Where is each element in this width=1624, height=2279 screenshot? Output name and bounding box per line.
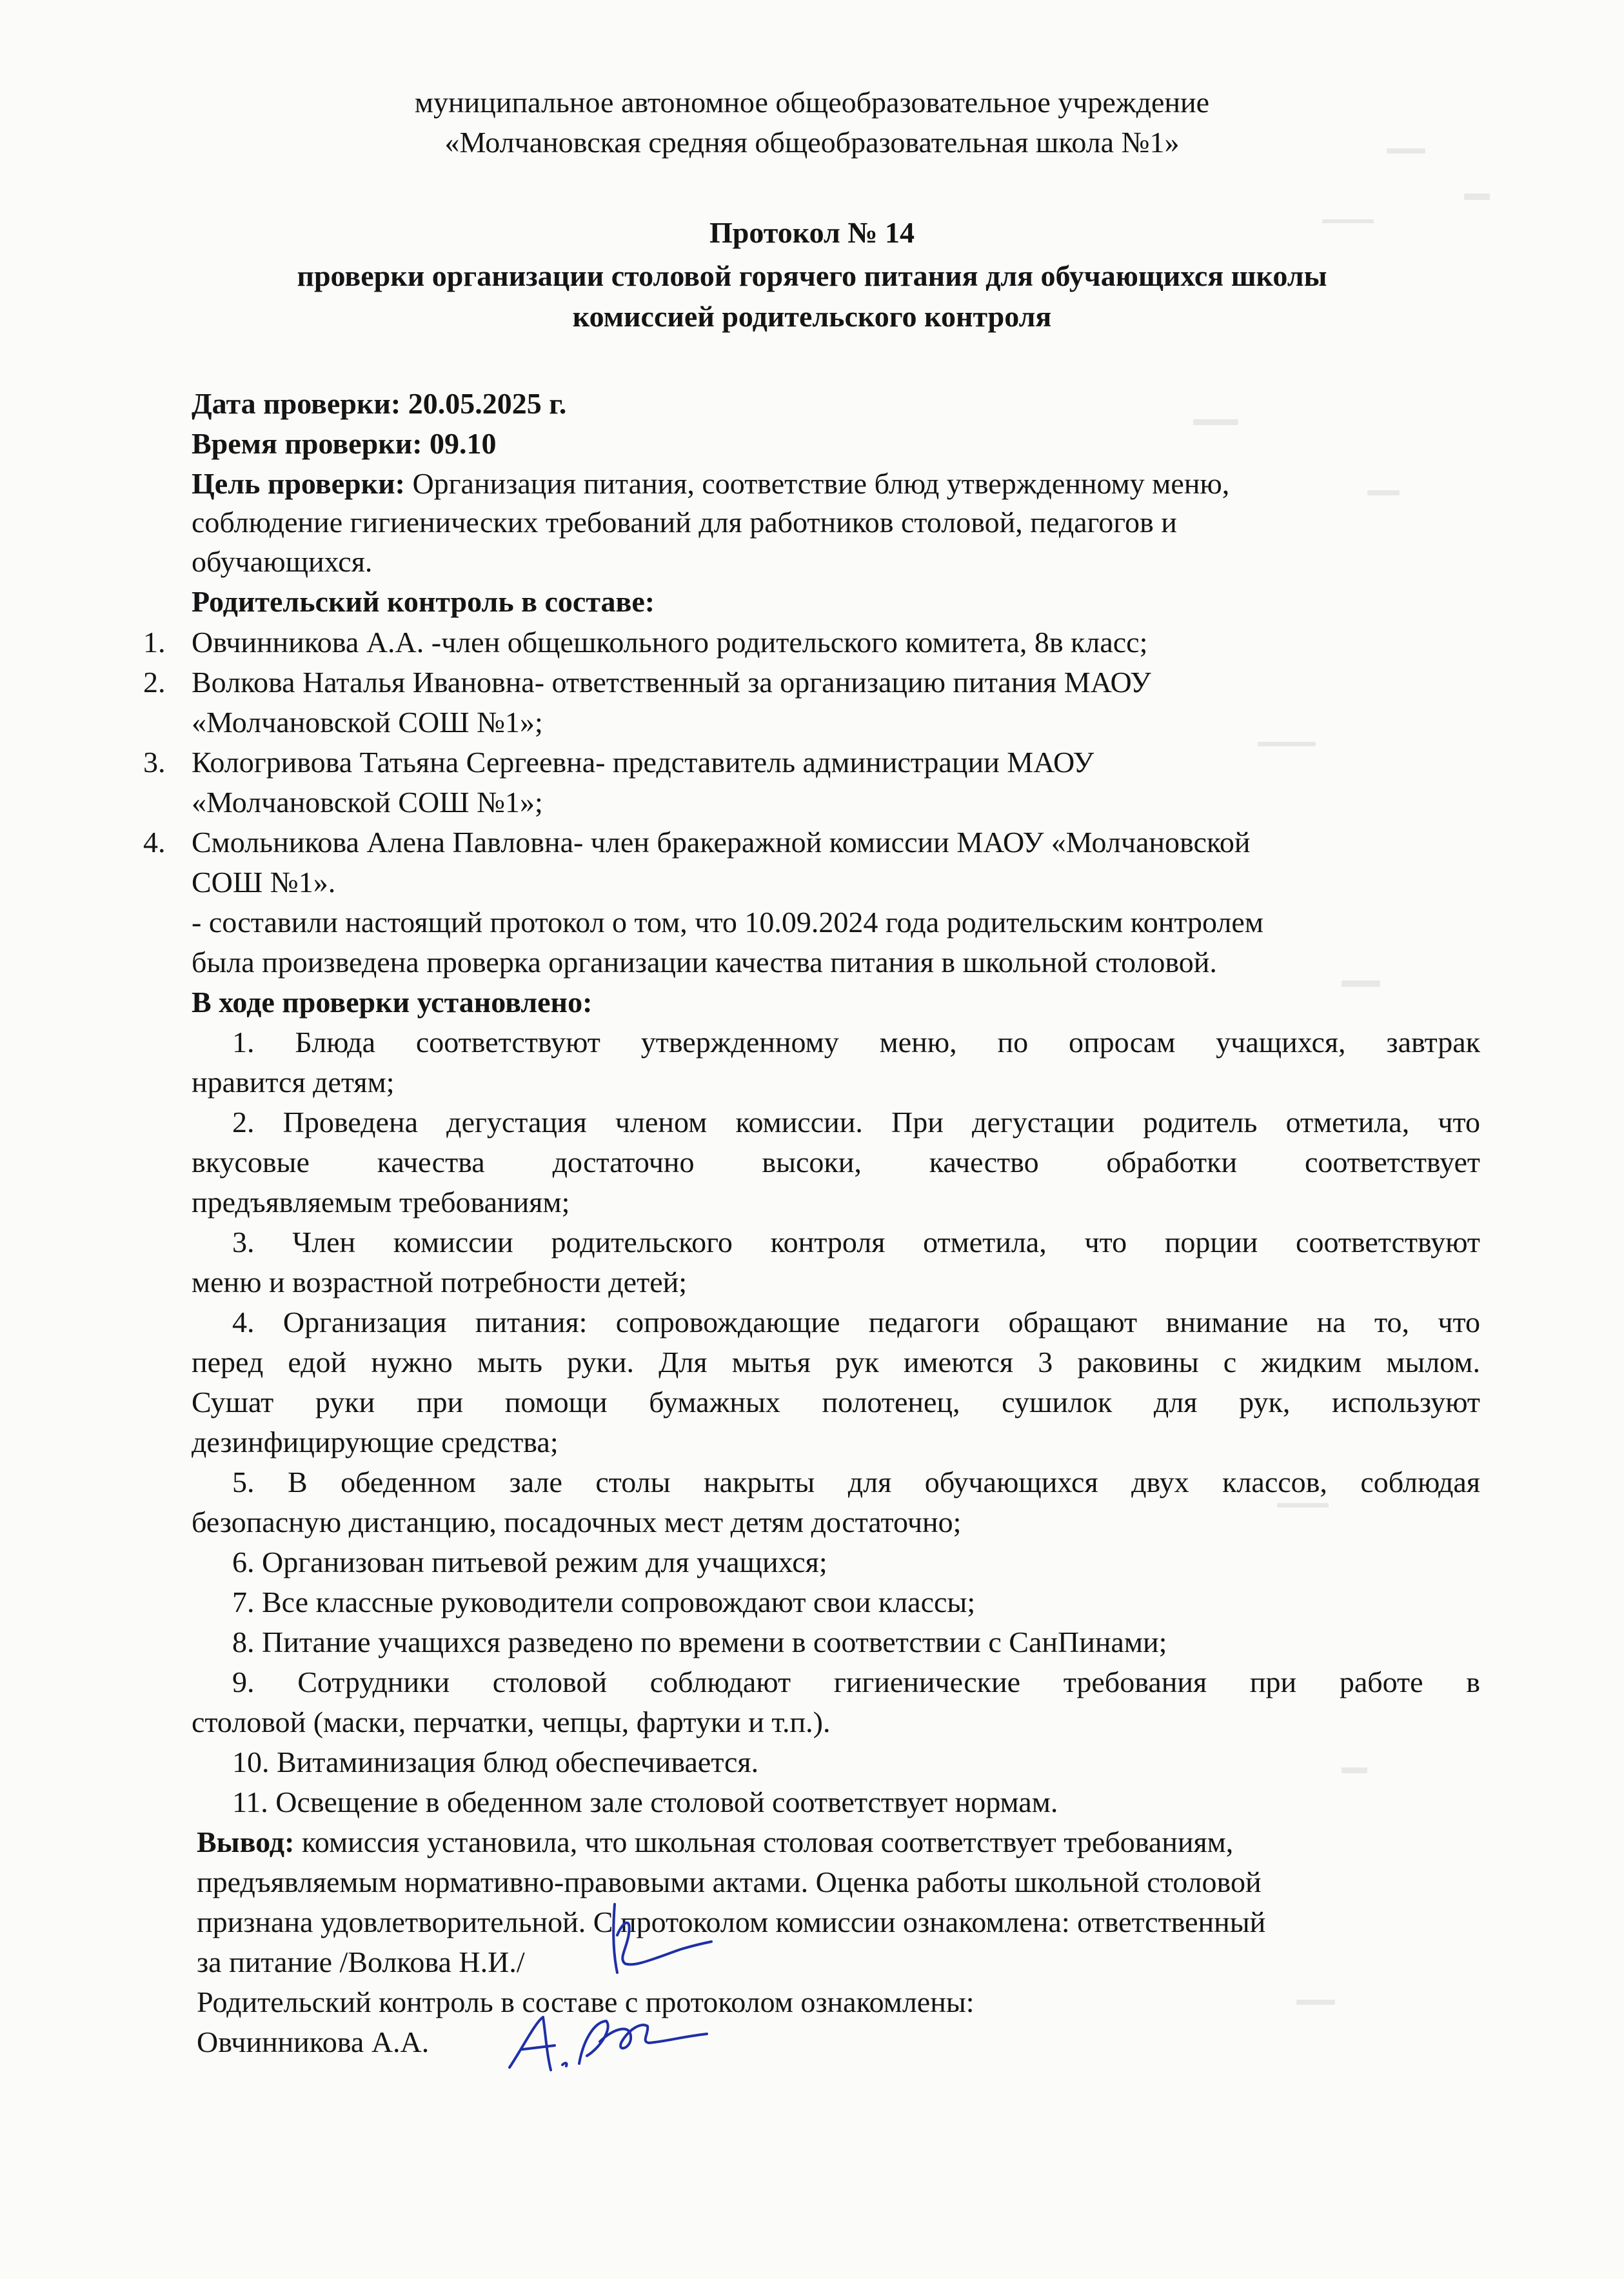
member-item-cont: «Молчановской СОШ №1»; xyxy=(192,786,543,819)
finding-item-cont: столовой (маски, перчатки, чепцы, фартуки и т.п.). xyxy=(192,1706,831,1738)
finding-item-cont: предъявляемым требованиям; xyxy=(192,1186,570,1219)
school-name: «Молчановская средняя общеобразовательная школа №1» xyxy=(444,126,1180,159)
org-name: муниципальное автономное общеобразовательное учреждение xyxy=(414,86,1210,119)
volkova-signature xyxy=(603,1896,713,1980)
statement-line: была произведена проверка организации качества питания в школьной столовой. xyxy=(192,946,1217,979)
finding-item: 8. Питание учащихся разведено по времени в соответствии с СанПинами; xyxy=(232,1626,1167,1658)
goal-label: Цель проверки: xyxy=(192,467,405,500)
finding-item: 4. Организация питания: сопровождающие педагоги обращают внимание на то, что xyxy=(232,1306,1480,1339)
finding-item: 5. В обеденном зале столы накрыты для обучающихся двух классов, соблюдая xyxy=(232,1466,1480,1498)
scan-speck xyxy=(1258,742,1316,746)
member-item-cont: «Молчановской СОШ №1»; xyxy=(192,706,543,739)
scan-speck xyxy=(1367,490,1400,495)
member-item: Овчинникова А.А. -член общешкольного родительского комитета, 8в класс; xyxy=(192,626,1148,659)
protocol-number: Протокол № 14 xyxy=(709,216,915,249)
scan-speck xyxy=(1464,194,1490,200)
ovchinnikova-signature xyxy=(503,2003,709,2080)
member-number: 3. xyxy=(143,746,166,779)
finding-item: 6. Организован питьевой режим для учащихся; xyxy=(232,1546,827,1578)
member-item-cont: СОШ №1». xyxy=(192,866,336,899)
conclusion-line: предъявляемым нормативно-правовыми актами. Оценка работы школьной столовой xyxy=(197,1866,1262,1898)
member-item: Волкова Наталья Ивановна- ответственный за организацию питания МАОУ xyxy=(192,666,1151,699)
scan-speck xyxy=(1296,2000,1335,2005)
scan-speck xyxy=(1342,1767,1367,1773)
conclusion-line: признана удовлетворительной. С протоколом комиссии ознакомлена: ответственный xyxy=(197,1906,1266,1938)
inspection-date: Дата проверки: 20.05.2025 г. xyxy=(192,387,567,420)
member-item: Смольникова Алена Павловна- член бракеражной комиссии МАОУ «Молчановской xyxy=(192,826,1251,859)
finding-item-cont: безопасную дистанцию, посадочных мест детям достаточно; xyxy=(192,1506,962,1538)
scan-speck xyxy=(1342,980,1380,987)
finding-item: 10. Витаминизация блюд обеспечивается. xyxy=(232,1746,759,1778)
finding-item-cont: нравится детям; xyxy=(192,1066,395,1099)
goal-text-line: соблюдение гигиенических требований для работников столовой, педагогов и xyxy=(192,506,1177,539)
finding-item-cont: перед едой нужно мыть руки. Для мытья рук имеются 3 раковины с жидким мылом. xyxy=(192,1346,1480,1378)
finding-item-cont: дезинфицирующие средства; xyxy=(192,1426,559,1458)
acknowledgement-name: Овчинникова А.А. xyxy=(197,2025,430,2058)
protocol-committee: комиссией родительского контроля xyxy=(572,300,1052,333)
inspection-goal xyxy=(192,469,1229,499)
inspection-time: Время проверки: 09.10 xyxy=(192,427,497,460)
member-number: 1. xyxy=(143,626,166,659)
finding-item-cont: вкусовые качества достаточно высоки, качество обработки соответствует xyxy=(192,1146,1480,1179)
finding-item: 2. Проведена дегустация членом комиссии. При дегустации родитель отметила, что xyxy=(232,1106,1480,1139)
goal-text-line: обучающихся. xyxy=(192,545,373,578)
protocol-subject: проверки организации столовой горячего питания для обучающихся школы xyxy=(297,259,1327,292)
statement-line: - составили настоящий протокол о том, что 10.09.2024 года родительским контролем xyxy=(192,906,1263,939)
findings-heading: В ходе проверки установлено: xyxy=(192,986,593,1019)
finding-item: 11. Освещение в обеденном зале столовой соответствует нормам. xyxy=(232,1786,1058,1818)
conclusion xyxy=(197,1827,1233,1857)
goal-text: Организация питания, соответствие блюд утвержденному меню, xyxy=(404,467,1230,500)
finding-item: 7. Все классные руководители сопровождают свои классы; xyxy=(232,1586,976,1618)
finding-item: 1. Блюда соответствуют утвержденному меню, по опросам учащихся, завтрак xyxy=(232,1026,1480,1059)
member-number: 4. xyxy=(143,826,166,859)
scan-speck xyxy=(1193,419,1238,425)
member-item: Кологривова Татьяна Сергеевна- представитель администрации МАОУ xyxy=(192,746,1094,779)
conclusion-text: комиссия установила, что школьная столовая соответствует требованиям, xyxy=(294,1826,1234,1858)
finding-item-cont: Сушат руки при помощи бумажных полотенец, сушилок для рук, используют xyxy=(192,1386,1480,1418)
finding-item-cont: меню и возрастной потребности детей; xyxy=(192,1266,688,1299)
composition-heading: Родительский контроль в составе: xyxy=(192,585,655,618)
scan-speck xyxy=(1277,1503,1329,1508)
acknowledgement-line: Родительский контроль в составе с протоколом ознакомлены: xyxy=(197,1985,975,2018)
member-number: 2. xyxy=(143,666,166,699)
finding-item: 3. Член комиссии родительского контроля отметила, что порции соответствуют xyxy=(232,1226,1480,1259)
conclusion-label: Вывод: xyxy=(197,1826,295,1858)
conclusion-line: за питание /Волкова Н.И./ xyxy=(197,1946,525,1978)
finding-item: 9. Сотрудники столовой соблюдают гигиенические требования при работе в xyxy=(232,1666,1480,1698)
